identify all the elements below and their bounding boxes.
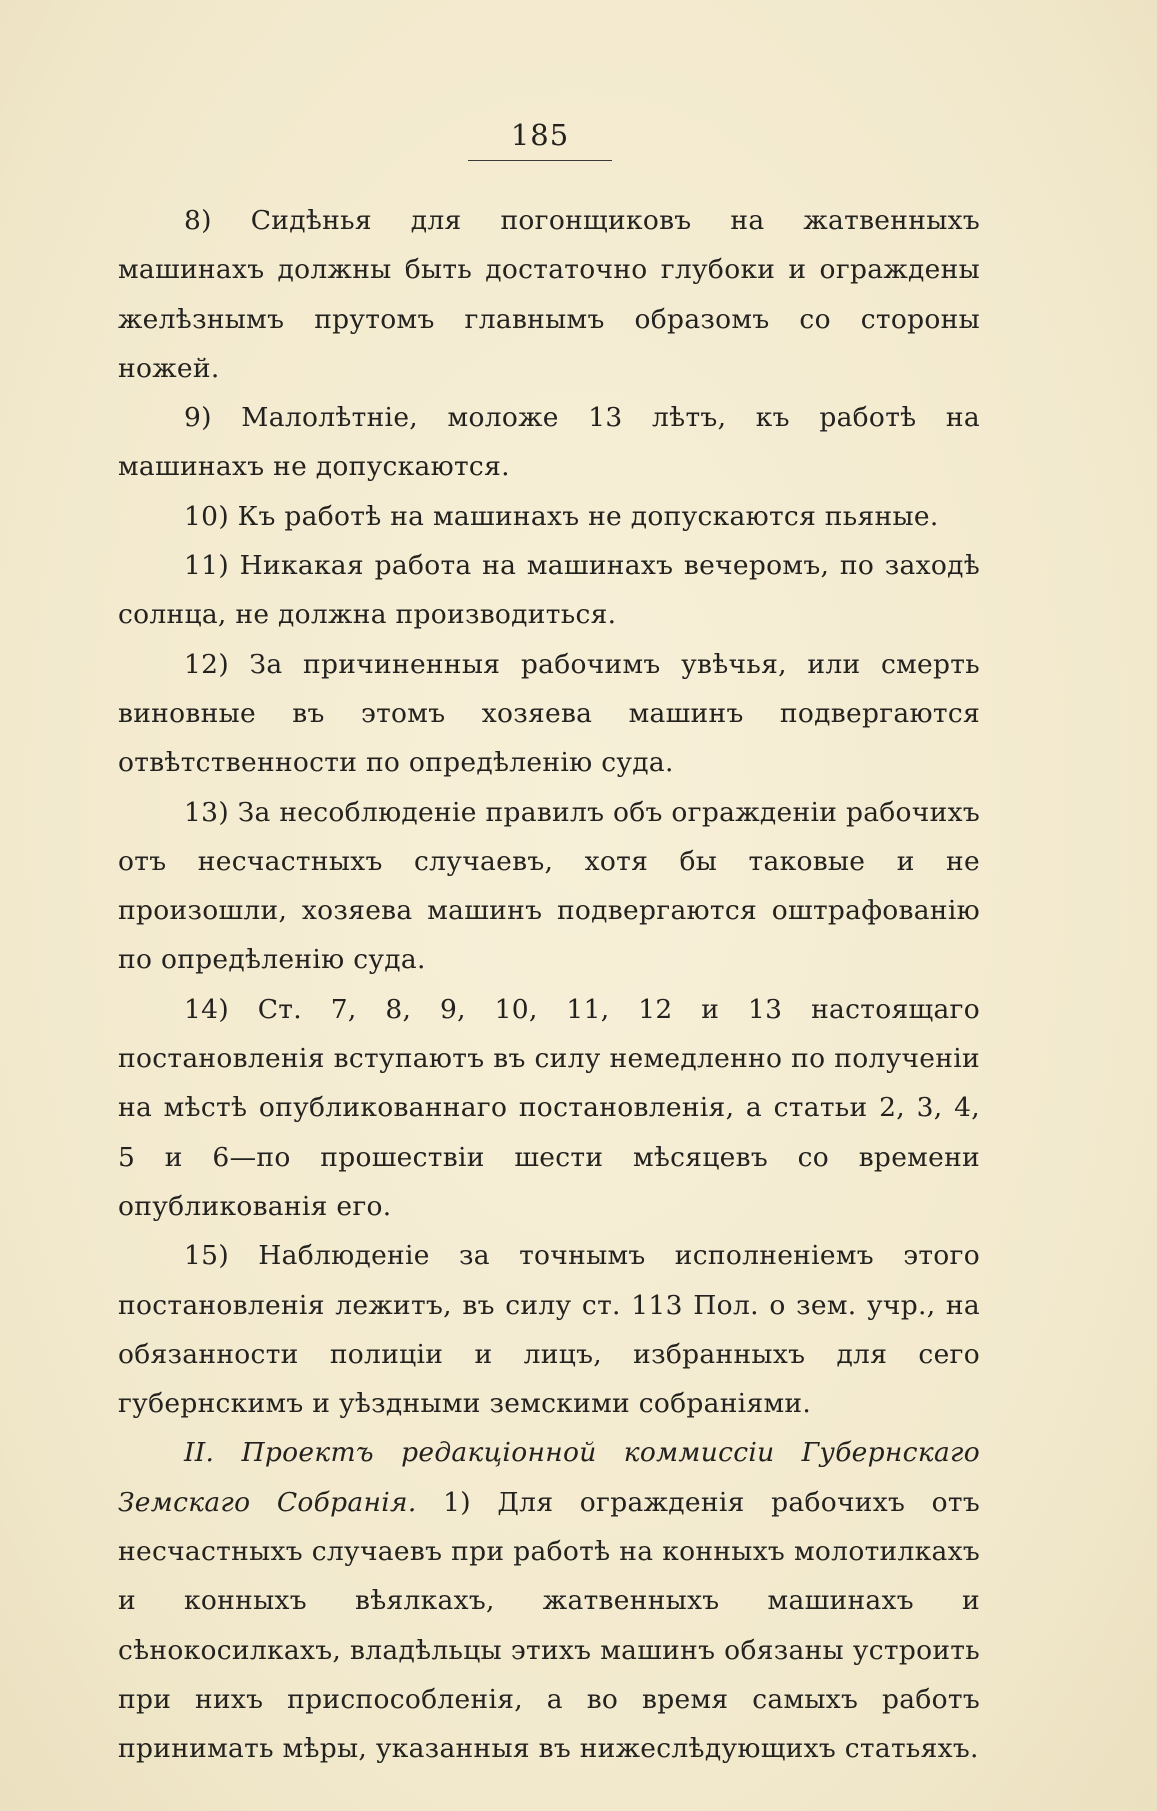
page-number-rule xyxy=(468,160,612,161)
paragraph-article-14: 14) Ст. 7, 8, 9, 10, 11, 12 и 13 настоящаго постановленія вступаютъ въ силу немедленно по полученіи на мѣстѣ опубликованнаго постановленія, а статьи 2, 3, 4, 5 и 6—по прошествіи шести мѣсяцевъ со времени опубликованія его. xyxy=(118,993,980,1222)
paragraph-article-13: 13) За несоблюденіе правилъ объ огражденіи рабочихъ отъ несчастныхъ случаевъ, хотя бы таковые и не произошли, хозяева машинъ подвергаются оштрафованію по опредѣленію суда. xyxy=(118,796,980,976)
paragraph-article-8: 8) Сидѣнья для погонщиковъ на жатвенныхъ машинахъ должны быть достаточно глубоки и ограждены желѣзнымъ прутомъ главнымъ образомъ со стороны ножей. xyxy=(118,205,980,384)
section-ii-heading: II. Проектъ редакціонной коммиссіи Губернскаго Земскаго Собранія. xyxy=(118,1437,980,1518)
paragraph-article-15: 15) Наблюденіе за точнымъ исполненіемъ этого постановленія лежитъ, въ силу ст. 113 Пол. о зем. учр., на обязанности полиціи и лицъ, избранныхъ для сего губернскимъ и уѣздными земскими собраніями. xyxy=(118,1240,980,1420)
paragraph-section-ii xyxy=(118,1428,980,1773)
paragraph-article-9: 9) Малолѣтніе, моложе 13 лѣтъ, къ работѣ на машинахъ не допускаются. xyxy=(118,402,980,483)
section-ii-text: 1) Для огражденія рабочихъ отъ несчастныхъ случаевъ при работѣ на конныхъ молотилкахъ и конныхъ вѣялкахъ, жатвенныхъ машинахъ и сѣнокосилкахъ, владѣльцы этихъ машинъ обязаны устроить при нихъ приспособленія, а во время самыхъ работъ принимать мѣры, указанныя въ нижеслѣдующихъ статьяхъ. xyxy=(118,1486,980,1765)
paragraph-article-11: 11) Никакая работа на машинахъ вечеромъ, по заходѣ солнца, не должна производиться. xyxy=(118,550,980,631)
page-number: 185 xyxy=(510,118,570,152)
paragraph-article-10: 10) Къ работѣ на машинахъ не допускаются пьяные. xyxy=(184,500,939,532)
page-body xyxy=(118,196,980,1774)
paragraph-article-12: 12) За причиненныя рабочимъ увѣчья, или смерть виновные въ этомъ хозяева машинъ подвергаются отвѣтственности по опредѣленію суда. xyxy=(118,648,980,779)
